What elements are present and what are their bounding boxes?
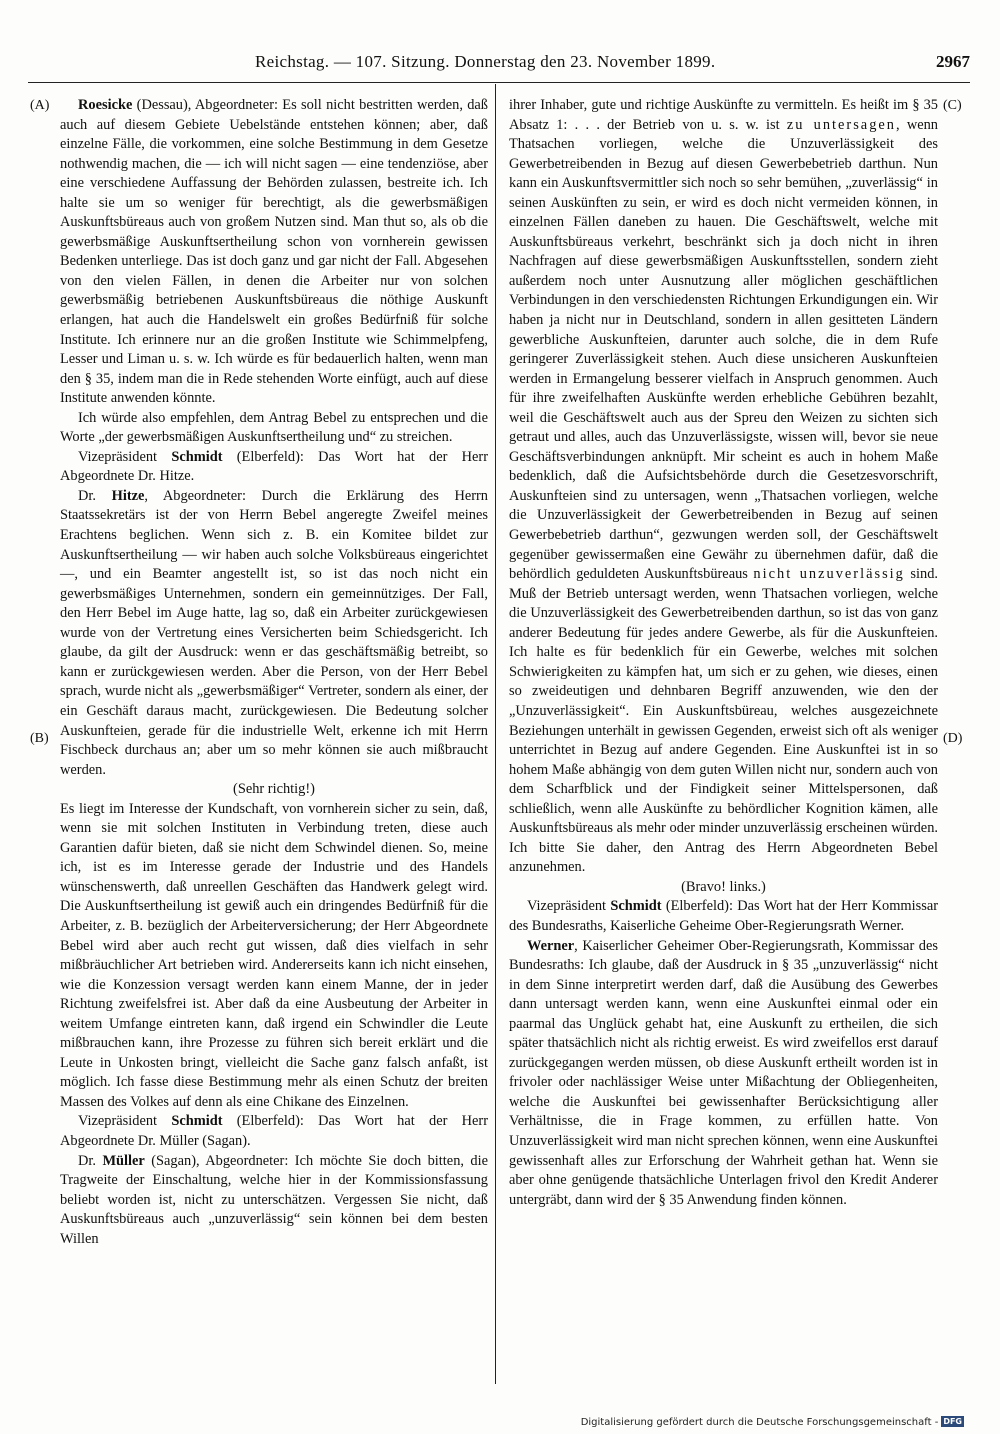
margin-marker-a: (A): [30, 98, 50, 113]
running-title: Reichstag. — 107. Sitzung. Donnerstag den 23. November 1899.: [255, 52, 716, 71]
speaker-title: Dr.: [78, 487, 112, 504]
speaker-name: Schmidt: [610, 898, 662, 915]
paragraph-hitze: [60, 487, 488, 780]
speaker-title: Dr.: [78, 1152, 103, 1169]
speaker-name: Roesicke: [78, 97, 133, 113]
paragraph-text: (Elberfeld): Das Wort hat der Herr Abgeordnete Dr. Hitze.: [60, 448, 488, 485]
emphasis-text: zu untersagen: [786, 116, 896, 133]
right-column: [509, 96, 938, 1210]
margin-marker-b: (B): [30, 731, 49, 746]
paragraph-text: Es liegt im Interesse der Kundschaft, von vornherein sicher zu sein, daß, wenn sie mit solchen Instituten in Verbindung treten, diese auch Garantien dafür bieten, daß sie nicht dem Schwindel dienen. So, meine ich, ist es im Interesse gerade der Industrie und des Handels wünschenswerth, daß unreellen Geschäften das Handwerk gelegt wird. Die Auskunftsertheilung ist gewiß auch ein dringendes Bedürfniß für die Arbeiter, z. B. bezüglich der Arbeiterversicherung; der Herr Abgeordnete Bebel wird aber auch recht gut wissen, daß dies vielfach in sehr mißbräuchlicher Art betrieben wird. Andererseits kann ich nicht einsehen, wie die Konzession versagt werden kann einem Manne, der in jeder Richtung zweifelsfrei ist. Aber daß da eine Ausbeutung der Arbeiter in weitem Umfange eintreten kann, daß irgend ein Schwindler die Leute mißbrauchen kann, ihre Prozesse zu führen sich bereit erklärt und die Leute in Unkosten bringt, vielleicht die Sache ganz falsch anfaßt, ist möglich. Ich fasse diese Bestimmung mehr als einen Schutz der breiten Massen des Volkes auf denn als eine Chikane des Einzelnen.: [60, 800, 488, 1110]
speaker-title: Vizepräsident: [78, 448, 172, 465]
interjection: (Sehr richtig!): [233, 781, 315, 798]
paragraph-text: (Elberfeld): Das Wort hat der Herr Kommissar des Bundesraths, Kaiserliche Geheime Ober-Regierungsrath Werner.: [509, 898, 938, 934]
paragraph-werner: [509, 937, 938, 1211]
paragraph-roesicke: [60, 96, 488, 409]
speaker-title: Vizepräsident: [527, 898, 611, 915]
margin-marker-d: (D): [943, 731, 963, 746]
paragraph-text: (Dessau), Abgeordneter: Es soll nicht bestritten werden, daß auch auf diesem Gebiete Uebelstände entstehen können; aber, daß einzelne Fälle, die vorkommen, eine solche Bestimmung in dem Gesetze nothwendig machen, die — ich will nicht sagen — eine tendenziöse, aber eine verschiedene Auffassung der Behörden zulassen, bestreite ich. Ich halte sie um so weniger für berechtigt, als die gewerbsmäßigen Auskunftsbüreaus auch von großem Nutzen sind. Man thut so, als ob die gewerbsmäßige Auskunftsertheilung schon von vornherein gewissen Bedenken unterliege. Das ist doch ganz und gar nicht der Fall. Abgesehen von den vielen Fällen, in denen die Arbeiter nur von solchen gewerbsmäßig betriebenen Auskunftsbüreaus die nöthige Auskunft erlangen, hat auch die Handelswelt ein großes Bedürfniß für solche Institute. Ich erinnere nur an die großen Institute wie Schimmelpfeng, Lesser und Liman u. s. w. Ich würde es für bedauerlich halten, wenn man den § 35, indem man die in Rede stehenden Worte einfügt, auch auf diese Institute anwenden könnte.: [60, 97, 488, 407]
footer-credit: [581, 1416, 964, 1428]
speaker-name: Werner: [527, 937, 575, 954]
paragraph-text: , wenn Thatsachen vorliegen, welche die Unzuverlässigkeit des Gewerbetreibenden in Bezug auf diesen Gewerbebetrieb darthun. Nun kann ein Auskunftsvermittler sich noch so sehr bemühen, „zuverlässig“ in seinen Auskünften zu sein, er wird es doch nicht vermeiden können, in einzelnen Fällen daneben zu hauen. Die Geschäftswelt, welche mit Auskunftsbüreaus verkehrt, beschränkt sich ja doch nicht in ihren Nachfragen auf diese gewerbsmäßigen Auskunftsstellen, sondern zieht außerdem noch unter Ausnutzung aller möglichen geschäftlichen Verbindungen in den verschiedensten Richtungen Erkundigungen ein. Wir haben ja nicht nur in Deutschland, sondern in allen gesitteten Ländern gewerbliche Auskunfteien, darunter auch solche, die in dem Rufe geringerer Zuverlässigkeit stehen. Auch diese unsicheren Auskunfteien werden in Ermangelung besserer vielfach in Anspruch genommen. Auch für ihre zweifelhaften Auskünfte werden erhebliche Gebühren bezahlt, weil die Geschäftswelt auch aus der Spreu den Weizen zu sichten sich getraut und alles, auch das Unzuverlässigste, wissen will, bevor sie neue Geschäftsverbindungen anknüpft. Mir scheint es auch in hohem Maße bedenklich, daß die Aufsichtsbehörde durch die Gesetzesvorschrift, Auskunfteien sind zu untersagen, wenn „Thatsachen vorliegen, welche die Unzuverlässigkeit der Gewerbetreibenden in Bezug auf seinen Gewerbebetrieb darthun“, gezwungen werden soll, der Geschäftswelt gegenüber gewissermaßen eine Gewähr zu übernehmen dafür, daß die behördlich geduldeten Auskunftsbüreaus: [509, 116, 938, 583]
paragraph-vizepraesident: [509, 897, 938, 936]
page-number: 2967: [936, 52, 970, 71]
paragraph-text: , Abgeordneter: Durch die Erklärung des Herrn Staatssekretärs ist der von Herrn Bebel angeregte Zweifel meines Erachtens beglichen. Wenn sich z. B. ein Komitee bildet zur Auskunftsertheilung — wir haben auch solche Volksbüreaus eingerichtet —, und ein Beamter angestellt ist, so ist das noch nicht ein gewerbsmäßiges Unternehmen, sondern ein gemeinnütziges. Der Fall, den Herr Bebel im Auge hatte, lag so, daß ein Arbeiter zurückgewiesen wurde von der Vertretung eines Versicherten beim Schiedsgericht. Ich glaube, da gilt der Ausdruck: wenn er das geschäftsmäßig betreibt, so kann er zurückgewiesen werden. Aber die Person, von der Herr Bebel sprach, wurde nicht als „gewerbsmäßiger“ Vertreter, sondern als einer, der ein Geschäft daraus macht, zurückgewiesen. Die Bedeutung solcher Auskunfteien, gerade für die industrielle Welt, erkenne ich mit Herrn Fischbeck durchaus an; aber um so mehr können sie auch mißbraucht werden.: [60, 487, 489, 778]
paragraph-vizepraesident: [60, 1112, 488, 1151]
speaker-name: Müller: [102, 1152, 145, 1169]
speaker-title: Vizepräsident: [78, 1113, 172, 1130]
footer-text: Digitalisierung gefördert durch die Deutsche Forschungsgemeinschaft -: [580, 1417, 939, 1428]
paragraph-vizepraesident: [60, 448, 488, 487]
page-header: [30, 52, 970, 78]
paragraph-text: sind. Muß der Betrieb untersagt werden, wenn Thatsachen vorliegen, welche die Unzuverlässigkeit des Gewerbetreibenden darthun, so ist das von ganz anderer Bedeutung für jedes andere Gewerbe, als für die Auskunfteien. Ich halte es für bedenklich für ein Gewerbe, welches mit solchen Schwierigkeiten zu kämpfen hat, um sich er zu gehen, wie dieses, einen so zweideutigen und dehnbaren Begriff anzuwenden, wie den der „Unzuverlässigkeit“. Ein Auskunftsbüreau, welches ausgezeichnete Beziehungen unterhält in gewissen Gegenden, erweist sich oft als weniger unterrichtet in Bezug auf andere Gegenden. Eine Auskunftei ist in so hohem Maße abhängig von dem guten Willen nicht nur, sondern auch von dem Scharfblick und der Findigkeit seiner Mittelspersonen, daß schließlich, wenn alle Auskünfte zu behördlicher Kognition kämen, alle Auskunftsbüreaus als mehr oder minder unzuverlässig erscheinen würden. Ich bitte Sie daher, den Antrag des Herrn Abgeordneten Bebel anzunehmen.: [509, 566, 939, 876]
paragraph-mueller: [60, 1152, 488, 1250]
paragraph-text: , Kaiserlicher Geheimer Ober-Regierungsrath, Kommissar des Bundesraths: Ich glaube, daß der Ausdruck in § 35 „unzuverlässig“ nicht in dem Sinne interpretirt werden darf, daß die Ausübung des Gewerbes dann untersagt werden kann, wenn eine Auskunftei einmal oder ein paarmal das Unglück gehabt hat, eine Auskunft zu ertheilen, die sich später thatsächlich nicht als richtig erweist. Es wird zweifellos erst darauf zurückgegangen werden müssen, ob diese Auskunft ertheilt worden ist in frivoler oder nachlässiger Weise unter Mißachtung der Obliegenheiten, welche die Auskunftei bei gewissenhafter Berücksichtigung aller Verhältnisse, die in Frage kommen, zu erfüllen hatte. Von Unzuverlässigkeit wird man nicht sprechen können, wenn eine Auskunftei gewissenhaft alles zur Erforschung der Wahrheit gethan hat. Wenn sie aber ohne genügende thatsächliche Unterlagen frivol den Kredit Anderer untergräbt, dann wird der § 35 Anwendung finden können.: [509, 937, 938, 1208]
header-rule: [28, 82, 970, 83]
dfg-logo: DFG: [943, 1417, 962, 1426]
speaker-name: Schmidt: [171, 448, 223, 465]
speaker-name: Schmidt: [171, 1113, 223, 1130]
paragraph-text: Ich würde also empfehlen, dem Antrag Bebel zu entsprechen und die Worte „der gewerbsmäßigen Auskunftsertheilung und“ zu streichen.: [60, 409, 488, 446]
emphasis-text: nicht unzuverlässig: [753, 566, 905, 583]
margin-marker-c: (C): [943, 98, 962, 113]
paragraph-continuation: [509, 96, 938, 878]
interjection: (Bravo! links.): [681, 878, 766, 895]
paragraph-text: ihrer Inhaber, gute und richtige Auskünfte zu vermitteln. Es heißt im § 35 Absatz 1: . . . der Betrieb von u. s. w. ist: [509, 97, 938, 133]
column-divider: [495, 84, 496, 1384]
left-column: [60, 96, 488, 1249]
paragraph-text: (Sagan), Abgeordneter: Ich möchte Sie doch bitten, die Tragweite der Einschaltung, welche hier in der Kommissionsfassung beliebt worden ist, nicht zu unterschätzen. Vergessen Sie nicht, daß Auskunftsbüreaus auch „unzuverlässig“ sein können bei dem besten Willen: [60, 1152, 488, 1247]
paragraph-text: (Elberfeld): Das Wort hat der Herr Abgeordnete Dr. Müller (Sagan).: [60, 1113, 488, 1149]
speaker-name: Hitze: [111, 487, 145, 504]
